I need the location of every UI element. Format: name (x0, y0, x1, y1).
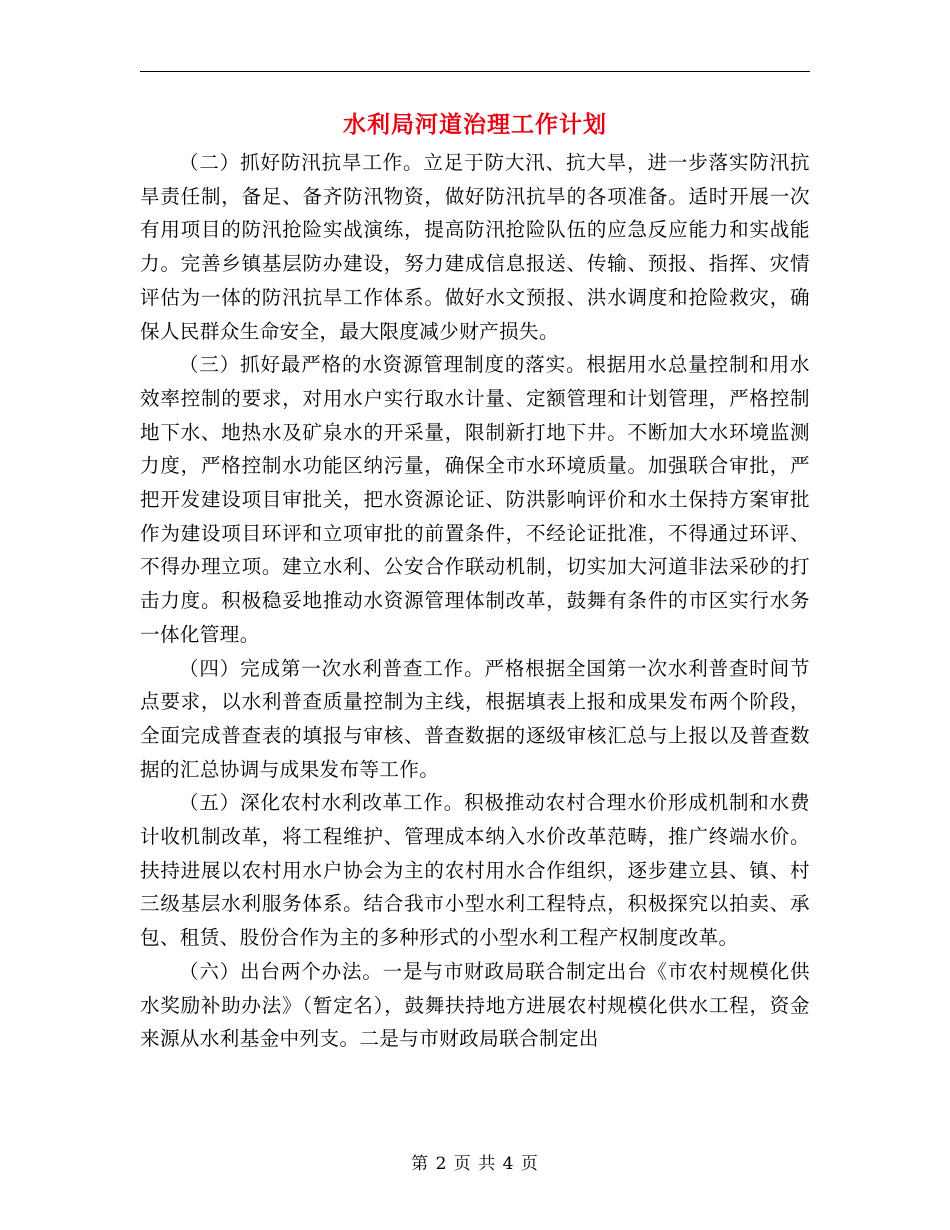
document-body (140, 146, 810, 1056)
paragraph-water-resource-management: （三）抓好最严格的水资源管理制度的落实。根据用水总量控制和用水效率控制的要求，对用水户实行取水计量、定额管理和计划管理，严格控制地下水、地热水及矿泉水的开采量，限制新打地下井。不断加大水环境监测力度，严格控制水功能区纳污量，确保全市水环境质量。加强联合审批，严把开发建设项目审批关，把水资源论证、防洪影响评价和水土保持方案审批作为建设项目环评和立项审批的前置条件，不经论证批准，不得通过环评、不得办理立项。建立水利、公安合作联动机制，切实加大河道非法采砂的打击力度。积极稳妥地推动水资源管理体制改革，鼓舞有条件的市区实行水务一体化管理。 (140, 353, 810, 646)
paragraph-water-census: （四）完成第一次水利普查工作。严格根据全国第一次水利普查时间节点要求，以水利普查质量控制为主线，根据填表上报和成果发布两个阶段，全面完成普查表的填报与审核、普查数据的逐级审核汇总与上报以及普查数据的汇总协调与成果发布等工作。 (140, 656, 810, 781)
paragraph-flood-control: （二）抓好防汛抗旱工作。立足于防大汛、抗大旱，进一步落实防汛抗旱责任制，备足、备齐防汛物资，做好防汛抗旱的各项准备。适时开展一次有用项目的防汛抢险实战演练，提高防汛抢险队伍的应急反应能力和实战能力。完善乡镇基层防办建设，努力建成信息报送、传输、预报、指挥、灾情评估为一体的防汛抗旱工作体系。做好水文预报、洪水调度和抢险救灾，确保人民群众生命安全，最大限度减少财产损失。 (140, 151, 810, 343)
header-rule (140, 71, 810, 72)
page-number: 第 2 页 共 4 页 (411, 1154, 539, 1174)
paragraph-two-measures: （六）出台两个办法。一是与市财政局联合制定出台《市农村规模化供水奖励补助办法》（暂定名），鼓舞扶持地方进展农村规模化供水工程，资金来源从水利基金中列支。二是与市财政局联合制定出 (140, 959, 810, 1051)
document-title: 水利局河道治理工作计划 (343, 111, 607, 138)
paragraph-rural-water-reform: （五）深化农村水利改革工作。积极推动农村合理水价形成机制和水费计收机制改革，将工程维护、管理成本纳入水价改革范畴，推广终端水价。扶持进展以农村用水户协会为主的农村用水合作组织，逐步建立县、镇、村三级基层水利服务体系。结合我市小型水利工程特点，积极探究以拍卖、承包、租赁、股份合作为主的多种形式的小型水利工程产权制度改革。 (140, 791, 810, 950)
